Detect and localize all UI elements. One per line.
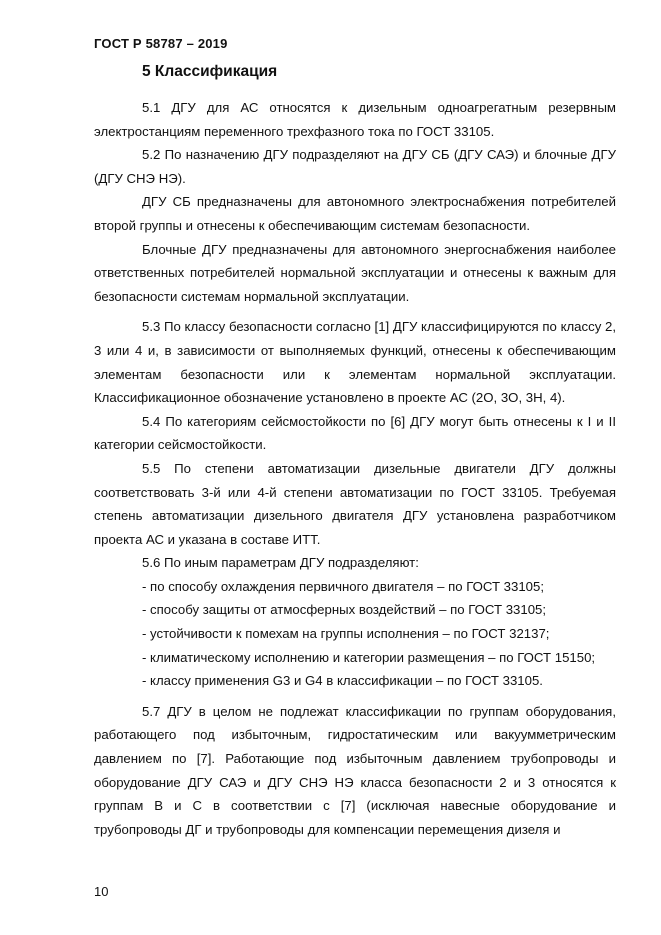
paragraph-5-1: 5.1 ДГУ для АС относятся к дизельным одноагрегатным резервным электростанциям переменного трехфазного тока по ГОСТ 33105. bbox=[94, 100, 616, 139]
list-item: - классу применения G3 и G4 в классификации – по ГОСТ 33105. bbox=[142, 673, 543, 689]
list-item: - устойчивости к помехам на группы исполнения – по ГОСТ 32137; bbox=[142, 626, 550, 642]
paragraph-5-2: 5.2 По назначению ДГУ подразделяют на ДГУ СБ (ДГУ САЭ) и блочные ДГУ (ДГУ СНЭ НЭ). bbox=[94, 147, 616, 186]
paragraph-5-3: 5.3 По классу безопасности согласно [1] ДГУ классифицируются по классу 2, 3 или 4 и, в зависимости от выполняемых функций, отнесены к обеспечивающим элементам безопасности или к элементам нормальной эксплуатации. Классификационное обозначение установлено в проекте АС (2О, 3О, 3Н, 4). bbox=[94, 319, 616, 406]
section-title: 5 Классификация bbox=[142, 63, 278, 80]
list-item: - климатическому исполнению и категории размещения – по ГОСТ 15150; bbox=[142, 649, 596, 665]
list-item: - по способу охлаждения первичного двигателя – по ГОСТ 33105; bbox=[142, 578, 545, 594]
document-header: ГОСТ Р 58787 – 2019 bbox=[94, 36, 228, 51]
paragraph-5-4: 5.4 По категориям сейсмостойкости по [6] ДГУ могут быть отнесены к I и II категории сейсмостойкости. bbox=[94, 413, 616, 453]
document-body bbox=[94, 96, 616, 841]
list-item: - способу защиты от атмосферных воздействий – по ГОСТ 33105; bbox=[142, 602, 547, 618]
paragraph-5-6: 5.6 По иным параметрам ДГУ подразделяют: bbox=[142, 555, 419, 571]
paragraph-5-7: 5.7 ДГУ в целом не подлежат классификации по группам оборудования, работающего под избыточным, гидростатическим или вакуумметрическим давлением по [7]. Работающие под избыточным давлением трубопроводы и оборудование ДГУ САЭ и ДГУ СНЭ НЭ класса безопасности 2 и 3 относятся к группам B и C в соответствии с [7] (исключая навесные оборудование и трубопроводы ДГ и трубопроводы для компенсации перемещения дизеля и bbox=[94, 703, 616, 837]
paragraph-block: Блочные ДГУ предназначены для автономного энергоснабжения наиболее ответственных потребителей нормальной эксплуатации и отнесены к важным для безопасности системам нормальной эксплуатации. bbox=[94, 241, 616, 304]
paragraph-sb: ДГУ СБ предназначены для автономного электроснабжения потребителей второй группы и отнесены к обеспечивающим системам безопасности. bbox=[94, 194, 616, 233]
paragraph-5-5: 5.5 По степени автоматизации дизельные двигатели ДГУ должны соответствовать 3-й или 4-й степени автоматизации по ГОСТ 33105. Требуемая степень автоматизации дизельного двигателя ДГУ установлена разработчиком проекта АС и указана в составе ИТТ. bbox=[94, 460, 616, 547]
page-number: 10 bbox=[94, 884, 109, 899]
